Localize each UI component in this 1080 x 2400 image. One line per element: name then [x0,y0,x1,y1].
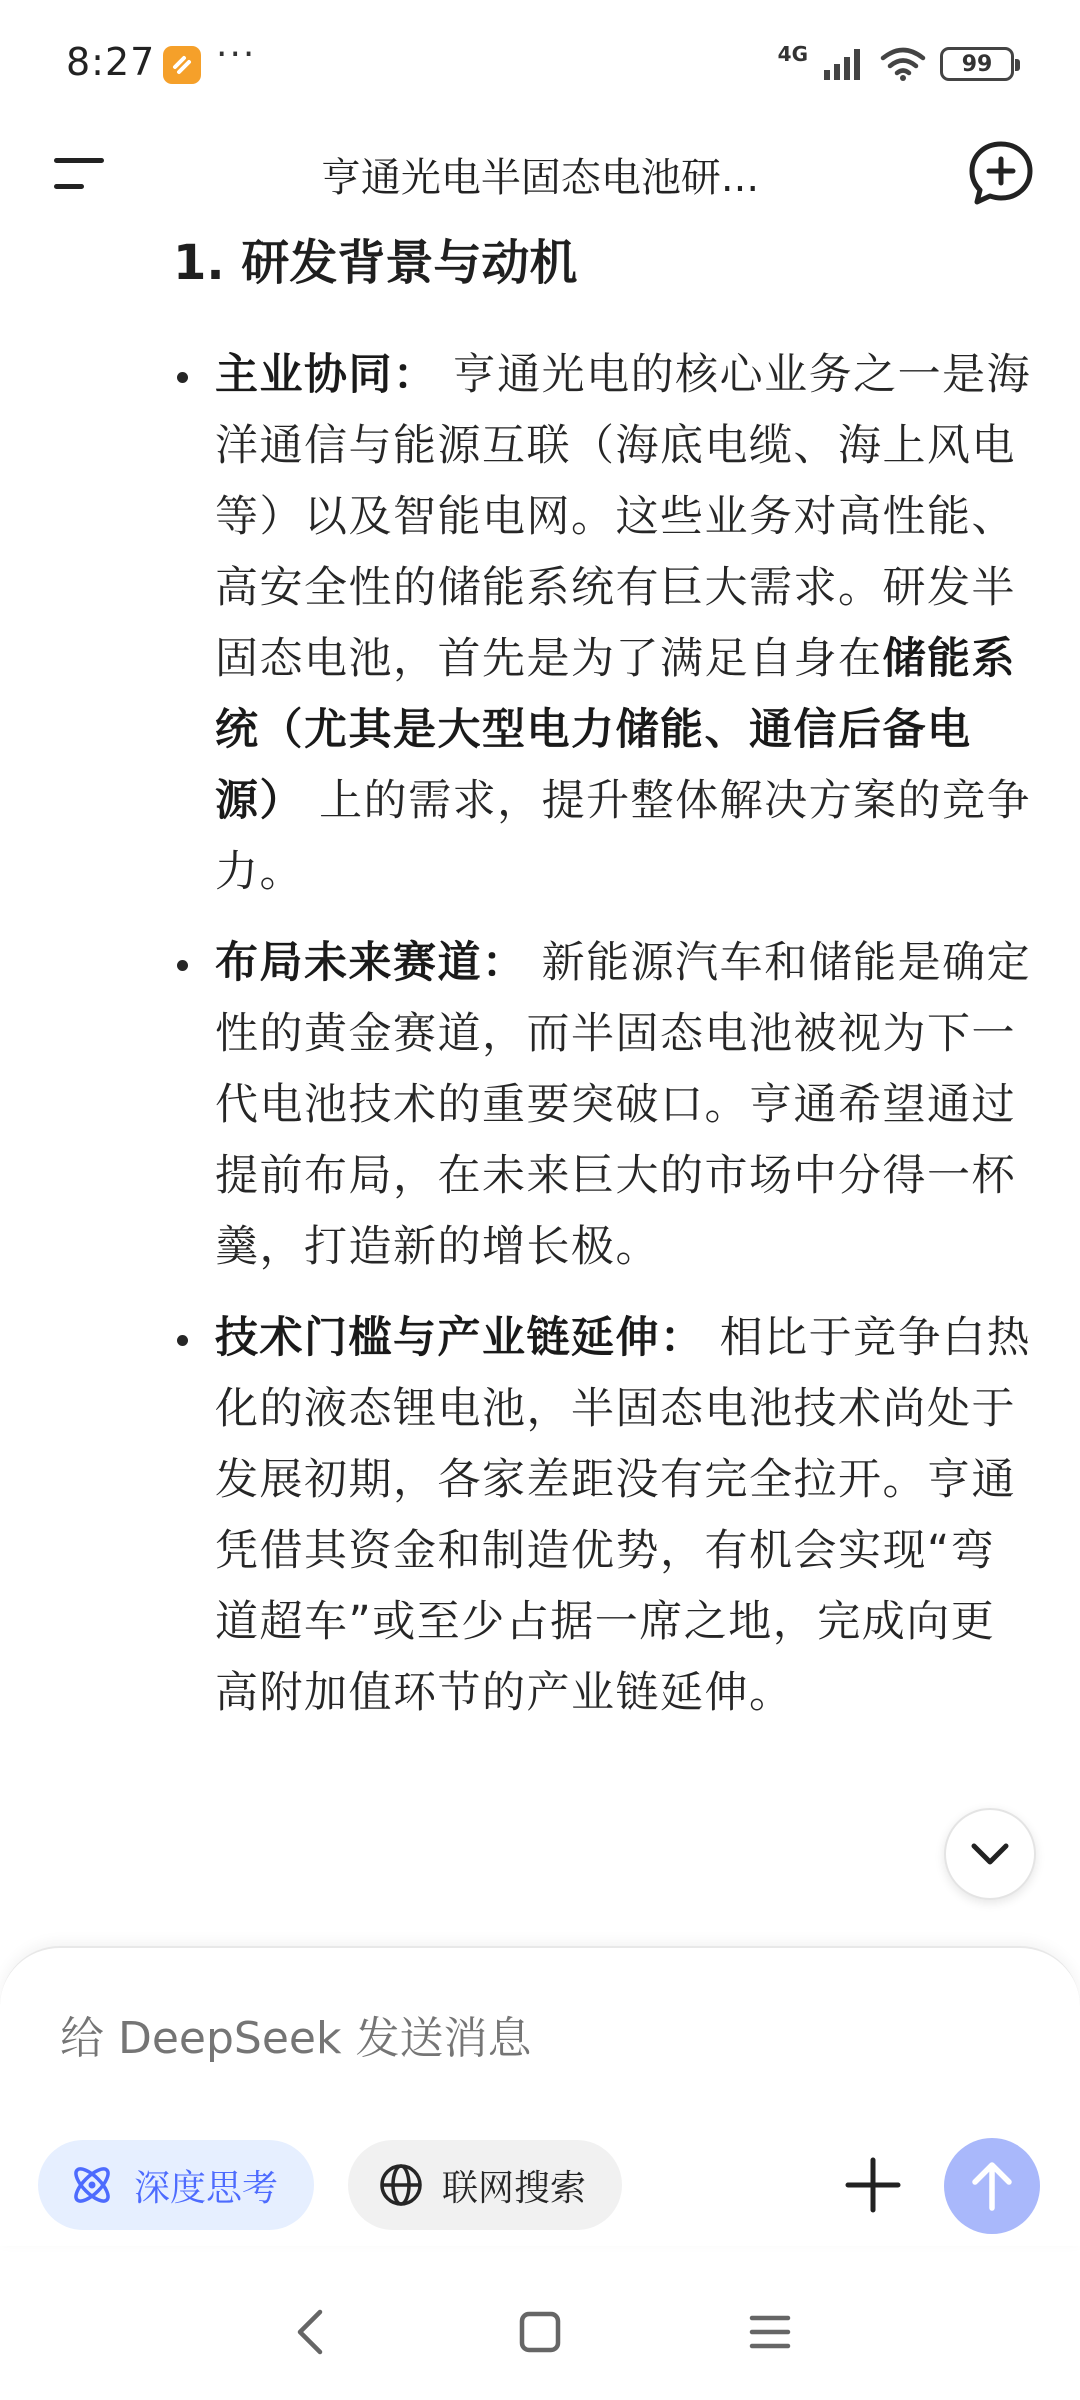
bullet-dot [177,960,188,971]
chat-header [0,128,1080,218]
nav-recents-button[interactable] [730,2292,810,2372]
chat-message-content [0,210,1080,1910]
globe-icon [378,2162,424,2208]
home-icon [517,2309,563,2355]
menu-icon [52,146,108,202]
status-bar [0,0,1080,120]
message-composer [0,1946,1080,2246]
bullet-lead: 布局未来赛道： [215,938,527,988]
menu-button[interactable] [52,146,108,202]
bullet-emphasis: 储能系统（尤其是大型电力储能、通信后备电源） [215,634,1016,826]
bullet-dot [177,372,188,383]
chevron-down-icon [970,1842,1010,1866]
battery-icon: 99 [940,47,1014,81]
nav-back-button[interactable] [270,2292,350,2372]
wifi-icon [880,46,926,82]
web-search-label: 联网搜索 [442,2167,587,2209]
app-notification-icon [163,46,201,84]
bullet-text: 相比于竞争白热化的液态锂电池，半固态电池技术尚处于发展初期，各家差距没有完全拉开。亨通凭借其资金和制造优势，有机会实现“弯道超车”或至少占据一席之地，完成向更高附加值环节的产业链延伸。 [215,1313,1032,1718]
recents-icon [747,2309,793,2355]
deep-think-toggle[interactable] [38,2140,314,2230]
new-chat-icon [966,138,1036,208]
send-button[interactable] [944,2138,1040,2234]
bullet-text: 新能源汽车和储能是确定性的黄金赛道，而半固态电池被视为下一代电池技术的重要突破口。亨通希望通过提前布局，在未来巨大的市场中分得一杯羹，打造新的增长极。 [215,938,1032,1272]
attach-button[interactable] [838,2150,908,2220]
bullet-lead: 主业协同： [215,350,438,400]
section-heading: 1. 研发背景与动机 [173,235,578,291]
plus-icon [844,2156,902,2214]
web-search-toggle[interactable] [348,2140,622,2230]
signal-icon [822,46,866,82]
message-input[interactable] [60,1998,860,2078]
bullet-text: 亨通光电的核心业务之一是海洋通信与能源互联（海底电缆、海上风电等）以及智能电网。这些业务对高性能、高安全性的储能系统有巨大需求。研发半固态电池，首先是为了满足自身在 [215,350,1032,684]
list-item [175,340,1035,908]
bullet-list [175,340,1035,1749]
nav-home-button[interactable] [500,2292,580,2372]
status-indicators [778,42,1014,86]
list-item [175,1303,1035,1729]
atom-icon [68,2161,116,2209]
deep-think-label: 深度思考 [134,2167,279,2209]
bullet-text: 上的需求，提升整体解决方案的竞争力。 [215,776,1032,897]
list-item [175,928,1035,1283]
chat-title[interactable]: 亨通光电半固态电池研... [320,155,760,201]
scroll-to-bottom-button[interactable] [944,1808,1036,1900]
new-chat-button[interactable] [966,138,1036,208]
system-nav-bar [0,2270,1080,2400]
network-type-label: 4G [777,42,808,66]
status-time: 8:27 [66,40,156,84]
bullet-dot [177,1335,188,1346]
bullet-lead: 技术门槛与产业链延伸： [215,1313,705,1363]
arrow-up-icon [969,2160,1015,2212]
back-icon [290,2307,330,2357]
more-notifications-icon: ··· [216,34,257,75]
